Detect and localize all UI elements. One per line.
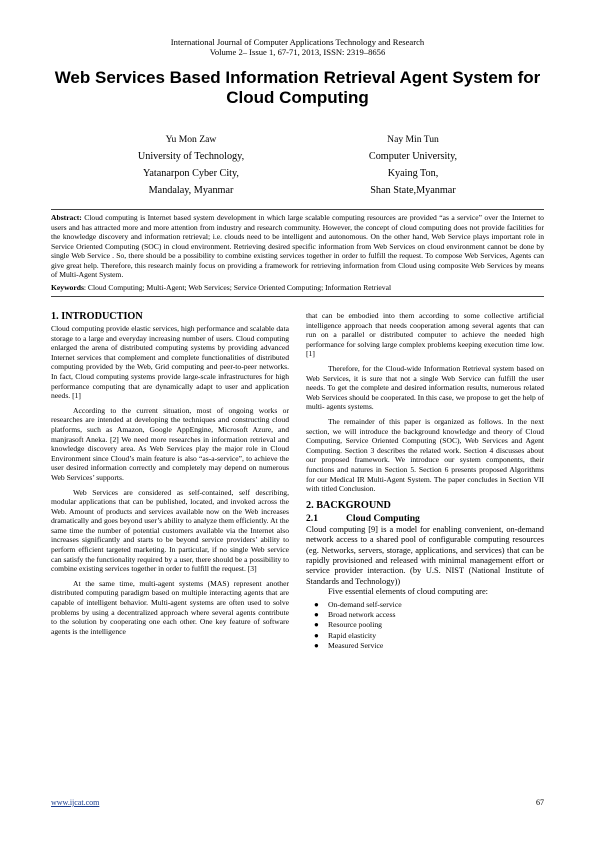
divider	[51, 209, 544, 210]
keywords-label: Keywords	[51, 283, 84, 292]
abstract-label: Abstract:	[51, 213, 82, 222]
right-column	[306, 311, 544, 652]
subsection-heading	[306, 513, 544, 524]
author-affiliation: University of Technology,	[137, 151, 245, 162]
author-affiliation: Mandalay, Myanmar	[148, 185, 234, 196]
author-block-1	[98, 131, 284, 199]
paragraph: According to the current situation, most of ongoing works or researches are intended at developing the techniques and constructing cloud platforms, such as Amazon, Google AppEngine, Microsoft Azure, and manjrasoft Aneka. [2] We need more researches in information retrieval and knowledge discovery area. As Web Services play the major role in Cloud Environment since Cloud’s main feature is also “as-a-service”, to achieve the user desired information correctly and completely may depend on numerous Web Services’ supports.	[51, 405, 289, 482]
list-item: ● Resource pooling	[314, 620, 383, 630]
page-number: 67	[536, 798, 544, 807]
paragraph: At the same time, multi-agent systems (MAS) represent another distributed computing paradigm based on multiple interacting agents that are capable of intelligent behavior. Multi-agent systems are often used to solve problems by using a decentralized approach where several agents contribute to the solution by cooperating one each other. One key feature of software agents is the intelligence	[51, 578, 289, 636]
subsection-title: Cloud Computing	[346, 512, 420, 524]
paragraph: Cloud computing [9] is a model for enabling convenient, on-demand network access to a shared pool of configurable computing resources (eg. Networks, servers, storage, applications, and services) that can be rapidly provisioned and released with minimal management effort or service provider interaction. (by U.S. NIST (National Institute of Standards and Technology))	[306, 524, 544, 586]
author-name: Yu Mon Zaw	[165, 134, 217, 145]
author-affiliation: Shan State,Myanmar	[370, 185, 456, 196]
paragraph: that can be embodied into them according to some collective artificial intelligence approach that needs cooperation among several agents that can run on a parallel or distributed computer to achieve the needed high performance for solving large complex problems keeping execution time low. [1]	[306, 311, 544, 359]
paragraph: Therefore, for the Cloud-wide Information Retrieval system based on Web Services, it is sure that not a single Web Service can fulfill the user needs. To get the complete and desired information results, numerous related Web Services should be cooperated. In this case, we propose to get the help of multi- agents systems.	[306, 363, 544, 412]
author-block-2	[313, 131, 513, 199]
section-heading: 1. INTRODUCTION	[51, 311, 143, 322]
bullet-icon: ●	[314, 609, 319, 619]
footer-url[interactable]: www.ijcat.com	[51, 798, 100, 807]
paragraph: Web Services are considered as self-contained, self describing, modular applications that can be published, located, and invoked across the Web. Amount of products and services available now on the Web increases dramatically and goes beyond user’s ability to analyze them efficiently. At the same time the number of potential customers available via the Internet also increases significantly and starts to be beyond service providers’ ability to perform efficient targeted marketing. In particular, if no single Web service can satisfy the functionality required by a user, there should be a possibility to combine existing services together in order to fulfill the request. [3]	[51, 487, 289, 574]
paragraph: Five essential elements of cloud computing are:	[328, 587, 489, 597]
abstract	[51, 213, 544, 280]
list-item: ● Rapid elasticity	[314, 630, 377, 640]
author-affiliation: Computer University,	[368, 151, 458, 162]
list-item: ● Broad network access	[314, 609, 396, 619]
keywords	[51, 283, 544, 293]
paragraph: Cloud computing provide elastic services, high performance and scalable data storage to a large and everyday increasing number of users. Cloud computing enlarged the arena of distributed computing systems by providing advanced Internet services that complement and complete functionalities of distributed computing provided by the Web, Grid computing and peer-to-peer networks. In fact, Cloud computing systems provide large-scale infrastructures for high performance computing that are dynamically adapt to user and application needs. [1]	[51, 324, 289, 401]
author-name: Nay Min Tun	[387, 134, 439, 145]
author-affiliation: Kyaing Ton,	[387, 168, 439, 179]
keywords-text: : Cloud Computing; Multi-Agent; Web Services; Service Oriented Computing; Information Retrieval	[83, 283, 392, 292]
list-item: ● On-demand self-service	[314, 599, 402, 609]
left-column	[51, 311, 289, 641]
paper-title: Web Services Based Information Retrieval Agent System for Cloud Computing	[54, 68, 541, 107]
paragraph: The remainder of this paper is organized as follows. In the next section, we will introduce the background knowledge and theory of Cloud Computing, Service Oriented Computing (SOC), Web Services and Agent Computing. Section 3 describes the related work. Section 4 discusses about our proposed framework. We introduce our system components, their functions and natures in Section 5. Section 6 presents proposed Algorithms for our Medical IR Multi-Agent System. The paper concludes in Section VII with titled Conclusion.	[306, 416, 544, 494]
bullet-icon: ●	[314, 641, 319, 651]
divider	[51, 296, 544, 297]
journal-name: International Journal of Computer Applications Technology and Research	[170, 37, 425, 47]
subsection-number: 2.1	[306, 512, 318, 524]
bullet-icon: ●	[314, 630, 319, 640]
bullet-list	[306, 600, 544, 652]
bullet-icon: ●	[314, 620, 319, 630]
bullet-icon: ●	[314, 599, 319, 609]
list-item: ● Measured Service	[314, 641, 384, 651]
author-affiliation: Yatanarpon Cyber City,	[143, 168, 239, 179]
abstract-text: Cloud computing is Internet based system development in which large scalable computing resources are provided “as a service” over the Internet to users and has attracted more and more attention from industry and research community. However, the concept of cloud computing does not provide facilities for the knowledge discovery and information retrieval; i.e. clouds need to be intelligent and autonomous. On the other hand, Web Service plays important role in Service Oriented Computing (SOC) in cloud environment. Retrieving desired specific information from Web Services on cloud environment cannot be done by single Web Service . So, there should be a possibility to combine existing services together in order to fulfill the request. To compose Web Services, Agents can give great help. Therefore, this research mainly focus on providing a framework for retrieving information from Cloud using composite Web Services by means of Multi-Agent System.	[51, 213, 544, 279]
journal-volume: Volume 2– Issue 1, 67-71, 2013, ISSN: 2319–8656	[209, 47, 386, 57]
section-heading: 2. BACKGROUND	[306, 499, 391, 511]
